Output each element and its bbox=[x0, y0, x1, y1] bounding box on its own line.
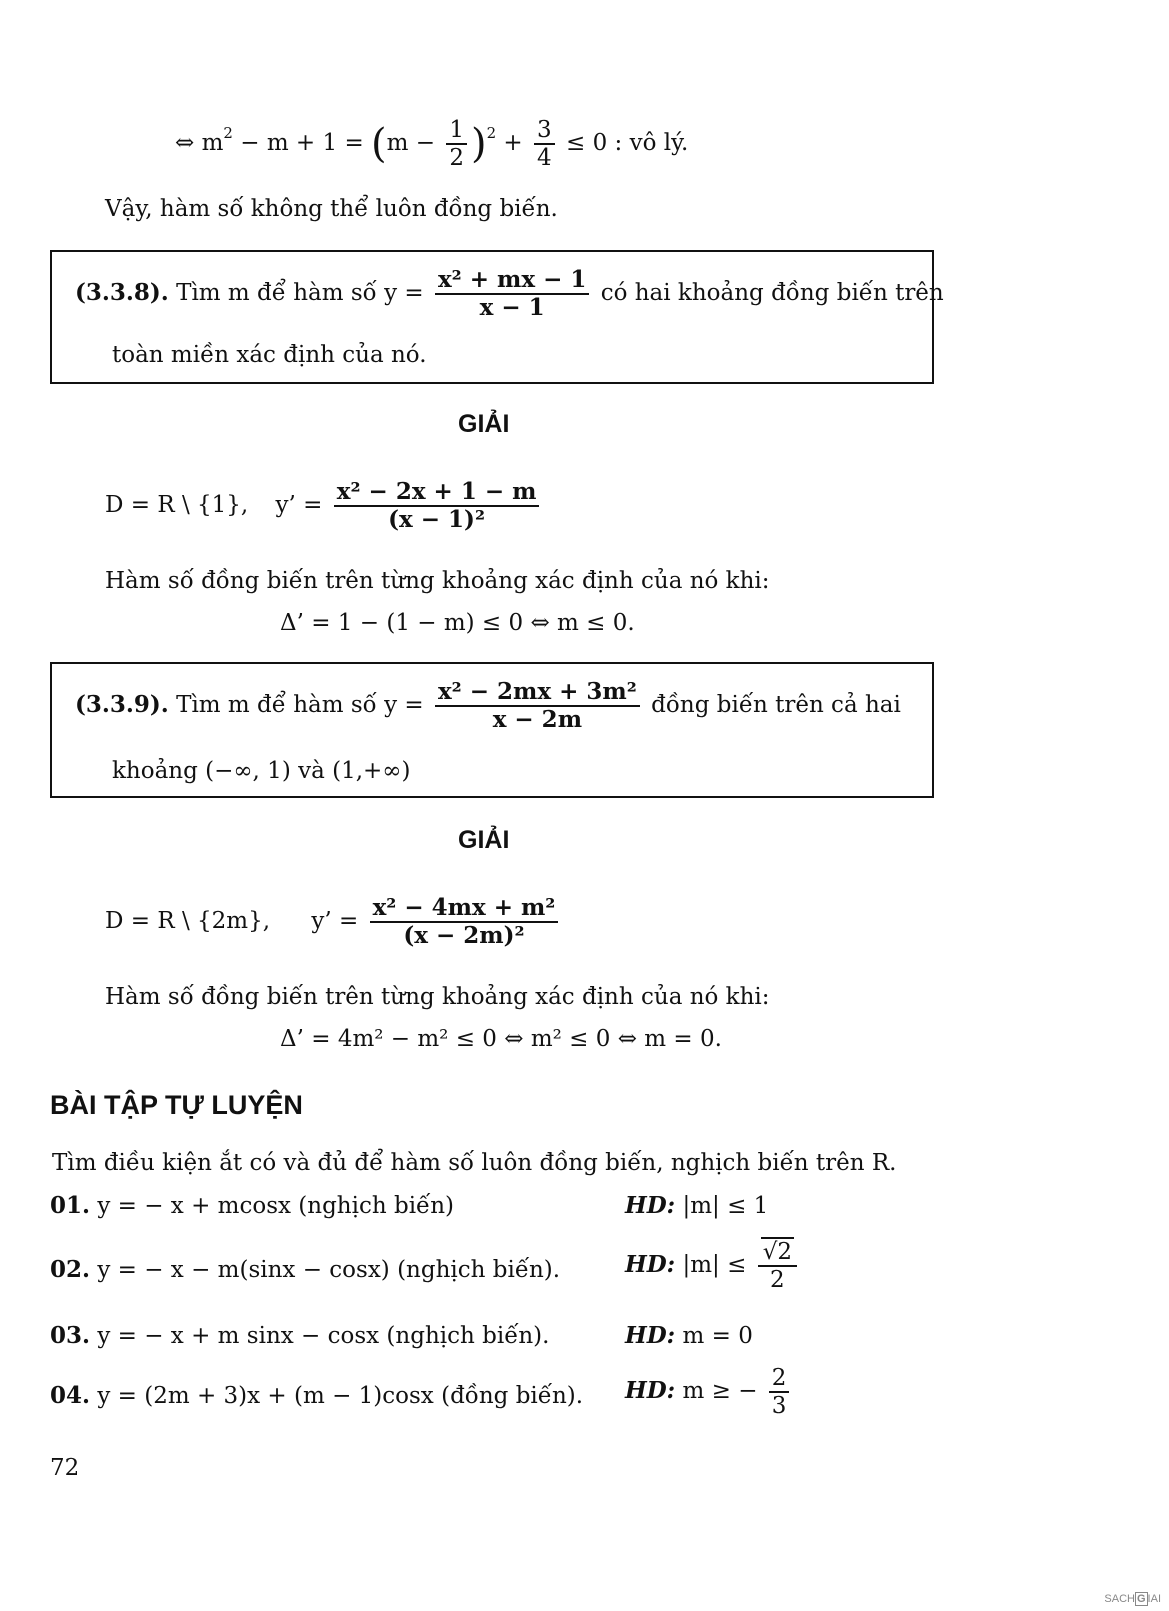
yprime-339: y’ = bbox=[311, 908, 359, 935]
hd-answer: |m| ≤ bbox=[682, 1252, 747, 1279]
practice-item-01 bbox=[50, 1192, 454, 1219]
solution-heading-338: GIẢI bbox=[458, 410, 510, 438]
conclusion-text: Vậy, hàm số không thể luôn đồng biến. bbox=[105, 196, 558, 222]
item-expression: y = − x + m sinx − cosx (nghịch biến). bbox=[97, 1323, 550, 1349]
exercise-338-fraction: $\frac{\text{x² + mx − 1}}{x - 1}$ bbox=[435, 268, 589, 320]
exercise-338-text-b: có hai khoảng đồng biến trên bbox=[600, 280, 944, 307]
practice-hd-03 bbox=[625, 1322, 753, 1349]
item-number: 02. bbox=[50, 1256, 91, 1283]
practice-item-04 bbox=[50, 1382, 583, 1409]
solution-339-delta: Δ’ = 4m² − m² ≤ 0 ⇔ m² ≤ 0 ⇔ m = 0. bbox=[280, 1026, 722, 1052]
derivative-338-fraction: $\frac{\text{x² − 2x + 1 − m}}{\text{(x − 1)²}}$ bbox=[334, 480, 540, 532]
yprime-338: y’ = bbox=[275, 492, 323, 519]
practice-item-03 bbox=[50, 1322, 549, 1349]
solution-338-delta: Δ’ = 1 − (1 − m) ≤ 0 ⇔ m ≤ 0. bbox=[280, 610, 635, 636]
practice-item-02 bbox=[50, 1256, 560, 1283]
item-expression: y = − x − m(sinx − cosx) (nghịch biến). bbox=[97, 1257, 561, 1283]
hd-answer: |m| ≤ 1 bbox=[682, 1193, 769, 1219]
solution-339-domain-line bbox=[105, 896, 562, 948]
hd-answer: m ≥ − bbox=[682, 1378, 758, 1405]
item-number: 04. bbox=[50, 1382, 91, 1409]
hd-answer: m = 0 bbox=[682, 1323, 753, 1349]
practice-hd-01 bbox=[625, 1192, 768, 1219]
exercise-338-line1 bbox=[75, 268, 944, 320]
derivative-339-fraction: $\frac{\text{x² − 4mx + m²}}{\text{(x − 2m)²}}$ bbox=[370, 896, 559, 948]
hd-04-fraction: $\frac{2}{3}$ bbox=[769, 1366, 790, 1418]
item-expression: y = (2m + 3)x + (m − 1)cosx (đồng biến). bbox=[97, 1383, 584, 1409]
eq-inner: m − bbox=[386, 130, 443, 157]
practice-hd-04 bbox=[625, 1366, 793, 1418]
eq-lead: ⇔ m bbox=[175, 130, 224, 157]
exercise-338-number: (3.3.8). bbox=[75, 279, 169, 307]
solution-338-condition: Hàm số đồng biến trên từng khoảng xác định của nó khi: bbox=[105, 568, 770, 594]
hd-label: HD: bbox=[625, 1251, 676, 1279]
exercise-339-number: (3.3.9). bbox=[75, 691, 169, 719]
practice-intro: Tìm điều kiện ắt có và đủ để hàm số luôn đồng biến, nghịch biến trên R. bbox=[52, 1150, 897, 1176]
solution-338-domain-line bbox=[105, 480, 543, 532]
practice-heading: BÀI TẬP TỰ LUYỆN bbox=[50, 1090, 303, 1120]
item-number: 03. bbox=[50, 1322, 91, 1349]
eq-tail: ≤ 0 : vô lý. bbox=[558, 130, 689, 157]
hd-label: HD: bbox=[625, 1377, 676, 1405]
item-expression: y = − x + mcosx (nghịch biến) bbox=[97, 1193, 454, 1219]
practice-hd-02 bbox=[625, 1240, 801, 1292]
three-quarters-fraction: $\frac{3}{4}$ bbox=[534, 118, 555, 170]
exercise-339-line2: khoảng (−∞, 1) và (1,+∞) bbox=[112, 758, 411, 784]
exercise-338-line2: toàn miền xác định của nó. bbox=[112, 342, 427, 368]
hd-label: HD: bbox=[625, 1322, 676, 1349]
exercise-338-text-a: Tìm m để hàm số y = bbox=[176, 280, 424, 307]
eq-mid: − m + 1 = bbox=[232, 130, 372, 157]
item-number: 01. bbox=[50, 1192, 91, 1219]
exercise-339-text-b: đồng biến trên cả hai bbox=[651, 692, 901, 719]
page-number: 72 bbox=[50, 1455, 80, 1481]
solution-heading-339: GIẢI bbox=[458, 826, 510, 854]
domain-338: D = R \ {1}, bbox=[105, 492, 249, 519]
hd-02-fraction: $\frac{√2}{2}$ bbox=[758, 1240, 797, 1292]
solution-339-condition: Hàm số đồng biến trên từng khoảng xác định của nó khi: bbox=[105, 984, 770, 1010]
watermark-logo: SACH G IAI bbox=[1104, 1593, 1161, 1605]
hd-label: HD: bbox=[625, 1192, 676, 1219]
domain-339: D = R \ {2m}, bbox=[105, 908, 271, 935]
exercise-339-fraction: $\frac{\text{x² − 2mx + 3m²}}{x - 2m}$ bbox=[435, 680, 640, 732]
equation-top: ⇔ $m^2 - m + 1 = (m$ − $\frac{1}{2}$ )$^2$ + $\frac{3}{4}$ ≤ 0 : vô lý. bbox=[175, 117, 689, 172]
exercise-339-text-a: Tìm m để hàm số y = bbox=[176, 692, 424, 719]
half-fraction: $\frac{1}{2}$ bbox=[446, 118, 467, 170]
exercise-339-line1 bbox=[75, 680, 901, 732]
